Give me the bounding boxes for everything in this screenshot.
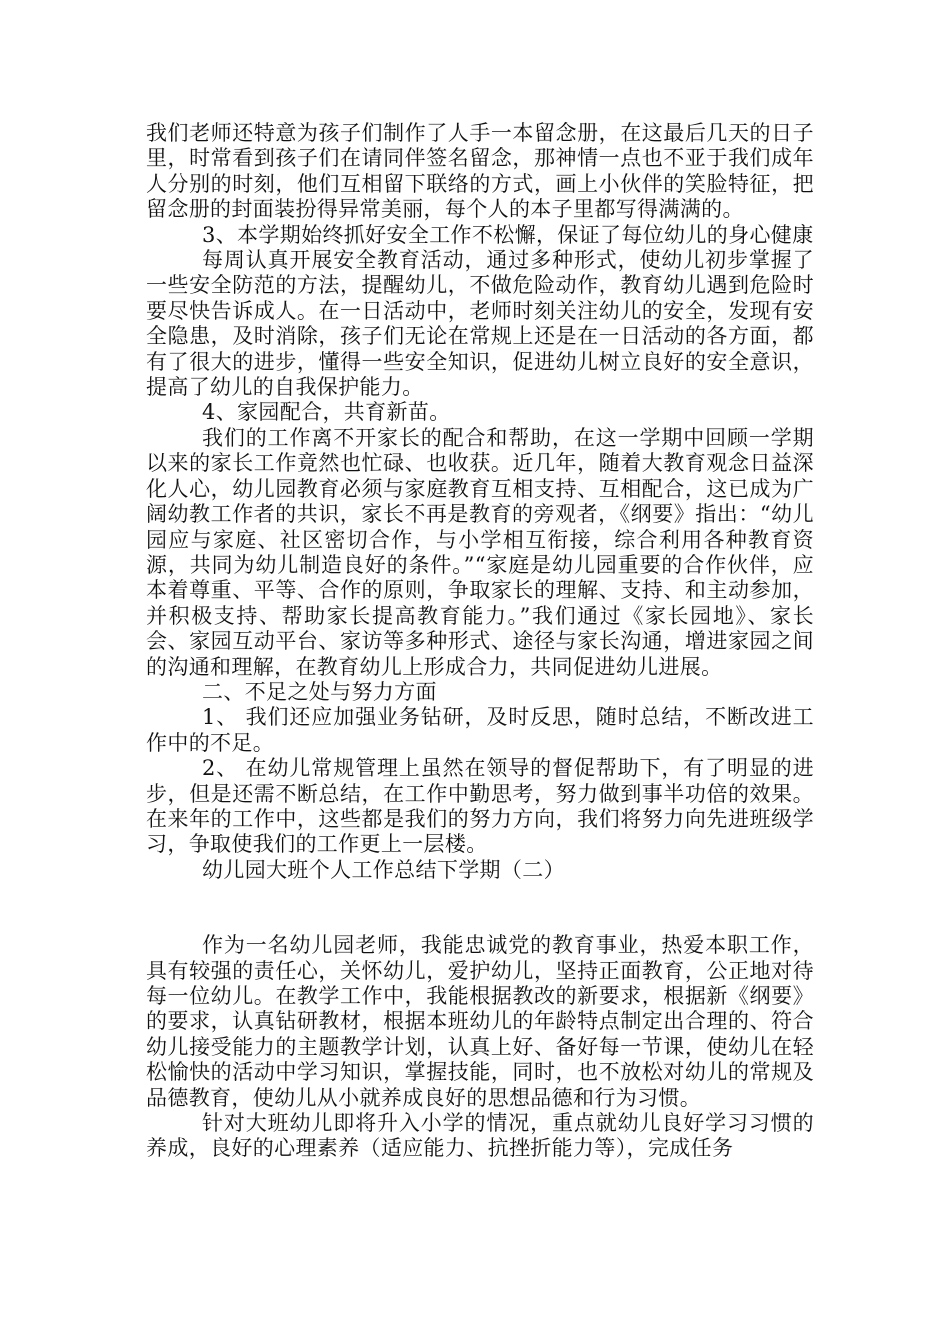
paragraph-safety-education: 每周认真开展安全教育活动，通过多种形式，使幼儿初步掌握了一些安全防范的方法，提醒幼儿，不做危险动作，教育幼儿遇到危险时要尽快告诉成人。在一日活动中，老师时刻关注幼儿的安全，发现有安全隐患，及时消除，孩子们无论在常规上还是在一日活动的各方面，都有了很大的进步，懂得一些安全知识，促进幼儿树立良好的安全意识，提高了幼儿的自我保护能力。 (146, 248, 814, 400)
blank-spacer (146, 883, 814, 933)
section-heading-safety: 3、本学期始终抓好安全工作不松懈，保证了每位幼儿的身心健康 (202, 222, 814, 247)
section-heading-shortcomings: 二、不足之处与努力方面 (202, 679, 437, 704)
paragraph-teacher-duty: 作为一名幼儿园老师，我能忠诚党的教育事业，热爱本职工作，具有较强的责任心，关怀幼儿，爱护幼儿，坚持正面教育，公正地对待每一位幼儿。在教学工作中，我能根据教改的新要求，根据新《纲要》的要求，认真钻研教材，根据本班幼儿的年龄特点制定出合理的、符合幼儿接受能力的主题教学计划，认真上好、备好每一节课，使幼儿在轻松愉快的活动中学习知识，掌握技能，同时，也不放松对幼儿的常规及品德教育，使幼儿从小就养成良好的思想品德和行为习惯。 (146, 933, 814, 1110)
section-heading-home-school: 4、家园配合，共育新苗。 (202, 400, 451, 425)
list-item-2: 2、 在幼儿常规管理上虽然在领导的督促帮助下，有了明显的进步，但是还需不断总结，在工作中勤思考，努力做到事半功倍的效果。在来年的工作中，这些都是我们的努力方向，我们将努力向先进班级学习，争取使我们的工作更上一层楼。 (146, 756, 814, 857)
paragraph-parent-work: 我们的工作离不开家长的配合和帮助，在这一学期中回顾一学期以来的家长工作竟然也忙碌、也收获。近几年，随着大教育观念日益深化人心，幼儿园教育必须与家庭教育互相支持、互相配合，这已成为广阔幼教工作者的共识，家长不再是教育的旁观者，《纲要》指出：“幼儿园应与家庭、社区密切合作，与小学相互衔接，综合利用各种教育资源，共同为幼儿制造良好的条件。”“家庭是幼儿园重要的合作伙伴，应本着尊重、平等、合作的原则，争取家长的理解、支持、和主动参加，并积极支持、帮助家长提高教育能力。”我们通过《家长园地》、家长会、家园互动平台、家访等多种形式、途径与家长沟通，增进家园之间的沟通和理解，在教育幼儿上形成合力，共同促进幼儿进展。 (146, 425, 814, 679)
document-subtitle: 幼儿园大班个人工作总结下学期（二） (202, 857, 565, 882)
paragraph-keepsake-book: 我们老师还特意为孩子们制作了人手一本留念册，在这最后几天的日子里，时常看到孩子们在请同伴签名留念，那神情一点也不亚于我们成年人分别的时刻，他们互相留下联络的方式，画上小伙伴的笑脸特征，把留念册的封面装扮得异常美丽，每个人的本子里都写得满满的。 (146, 121, 814, 222)
paragraph-primary-school-prep: 针对大班幼儿即将升入小学的情况，重点就幼儿良好学习习惯的养成，良好的心理素养（适应能力、抗挫折能力等），完成任务 (146, 1111, 814, 1161)
list-item-1: 1、 我们还应加强业务钻研，及时反思，随时总结，不断改进工作中的不足。 (146, 705, 814, 755)
document-body (146, 121, 814, 1162)
